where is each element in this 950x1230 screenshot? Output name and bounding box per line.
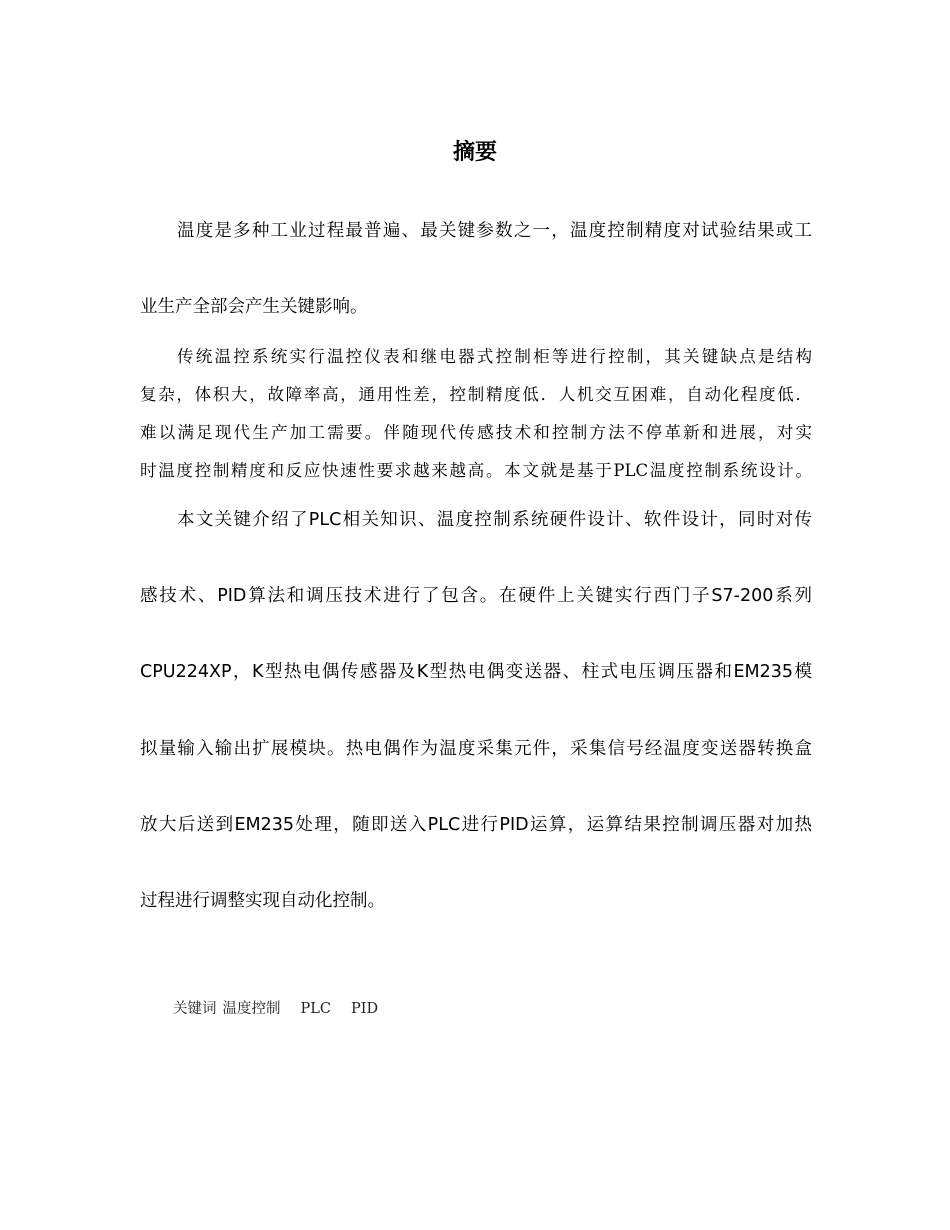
keywords-label: 关键词: [173, 1001, 217, 1017]
paragraph-1-line-1: 温度是多种工业过程最普遍、最关键参数之一，温度控制精度对试验结果或工: [177, 221, 812, 241]
keyword-item: PID: [350, 1001, 379, 1017]
paragraph-2-line-1: 传统温控系统实行温控仪表和继电器式控制柜等进行控制，其关键缺点是结构: [177, 347, 812, 366]
paragraph-3-line-6: 过程进行调整实现自动化控制。: [140, 891, 385, 911]
paragraph-1-line-2: 业生产全部会产生关键影响。: [140, 297, 368, 317]
paragraph-2-line-3: 难以满足现代生产加工需要。伴随现代传感技术和控制方法不停革新和进展，对实: [140, 423, 812, 442]
keyword-item: PLC: [300, 1001, 331, 1017]
keyword-item: 温度控制: [222, 1001, 281, 1017]
paragraph-2-line-2: 复杂，体积大，故障率高，通用性差，控制精度低．人机交互困难，自动化程度低．: [140, 385, 812, 404]
paragraph-2-line-4: 时温度控制精度和反应快速性要求越来越高。本文就是基于PLC温度控制系统设计。: [140, 461, 812, 480]
paragraph-3-line-4: 拟量输入输出扩展模块。热电偶作为温度采集元件，采集信号经温度变送器转换盒: [140, 739, 812, 759]
paragraph-3-line-1: 本文关键介绍了PLC相关知识、温度控制系统硬件设计、软件设计，同时对传: [177, 510, 812, 530]
paragraph-3-line-5: 放大后送到EM235处理，随即送入PLC进行PID运算，运算结果控制调压器对加热: [140, 815, 812, 835]
paragraph-3-line-3: CPU224XP，K型热电偶传感器及K型热电偶变送器、柱式电压调压器和EM235模: [140, 662, 812, 682]
keywords-line: [173, 998, 384, 1020]
paragraph-3-line-2: 感技术、PID算法和调压技术进行了包含。在硬件上关键实行西门子S7-200系列: [140, 586, 812, 606]
page-title: 摘要: [452, 140, 497, 165]
